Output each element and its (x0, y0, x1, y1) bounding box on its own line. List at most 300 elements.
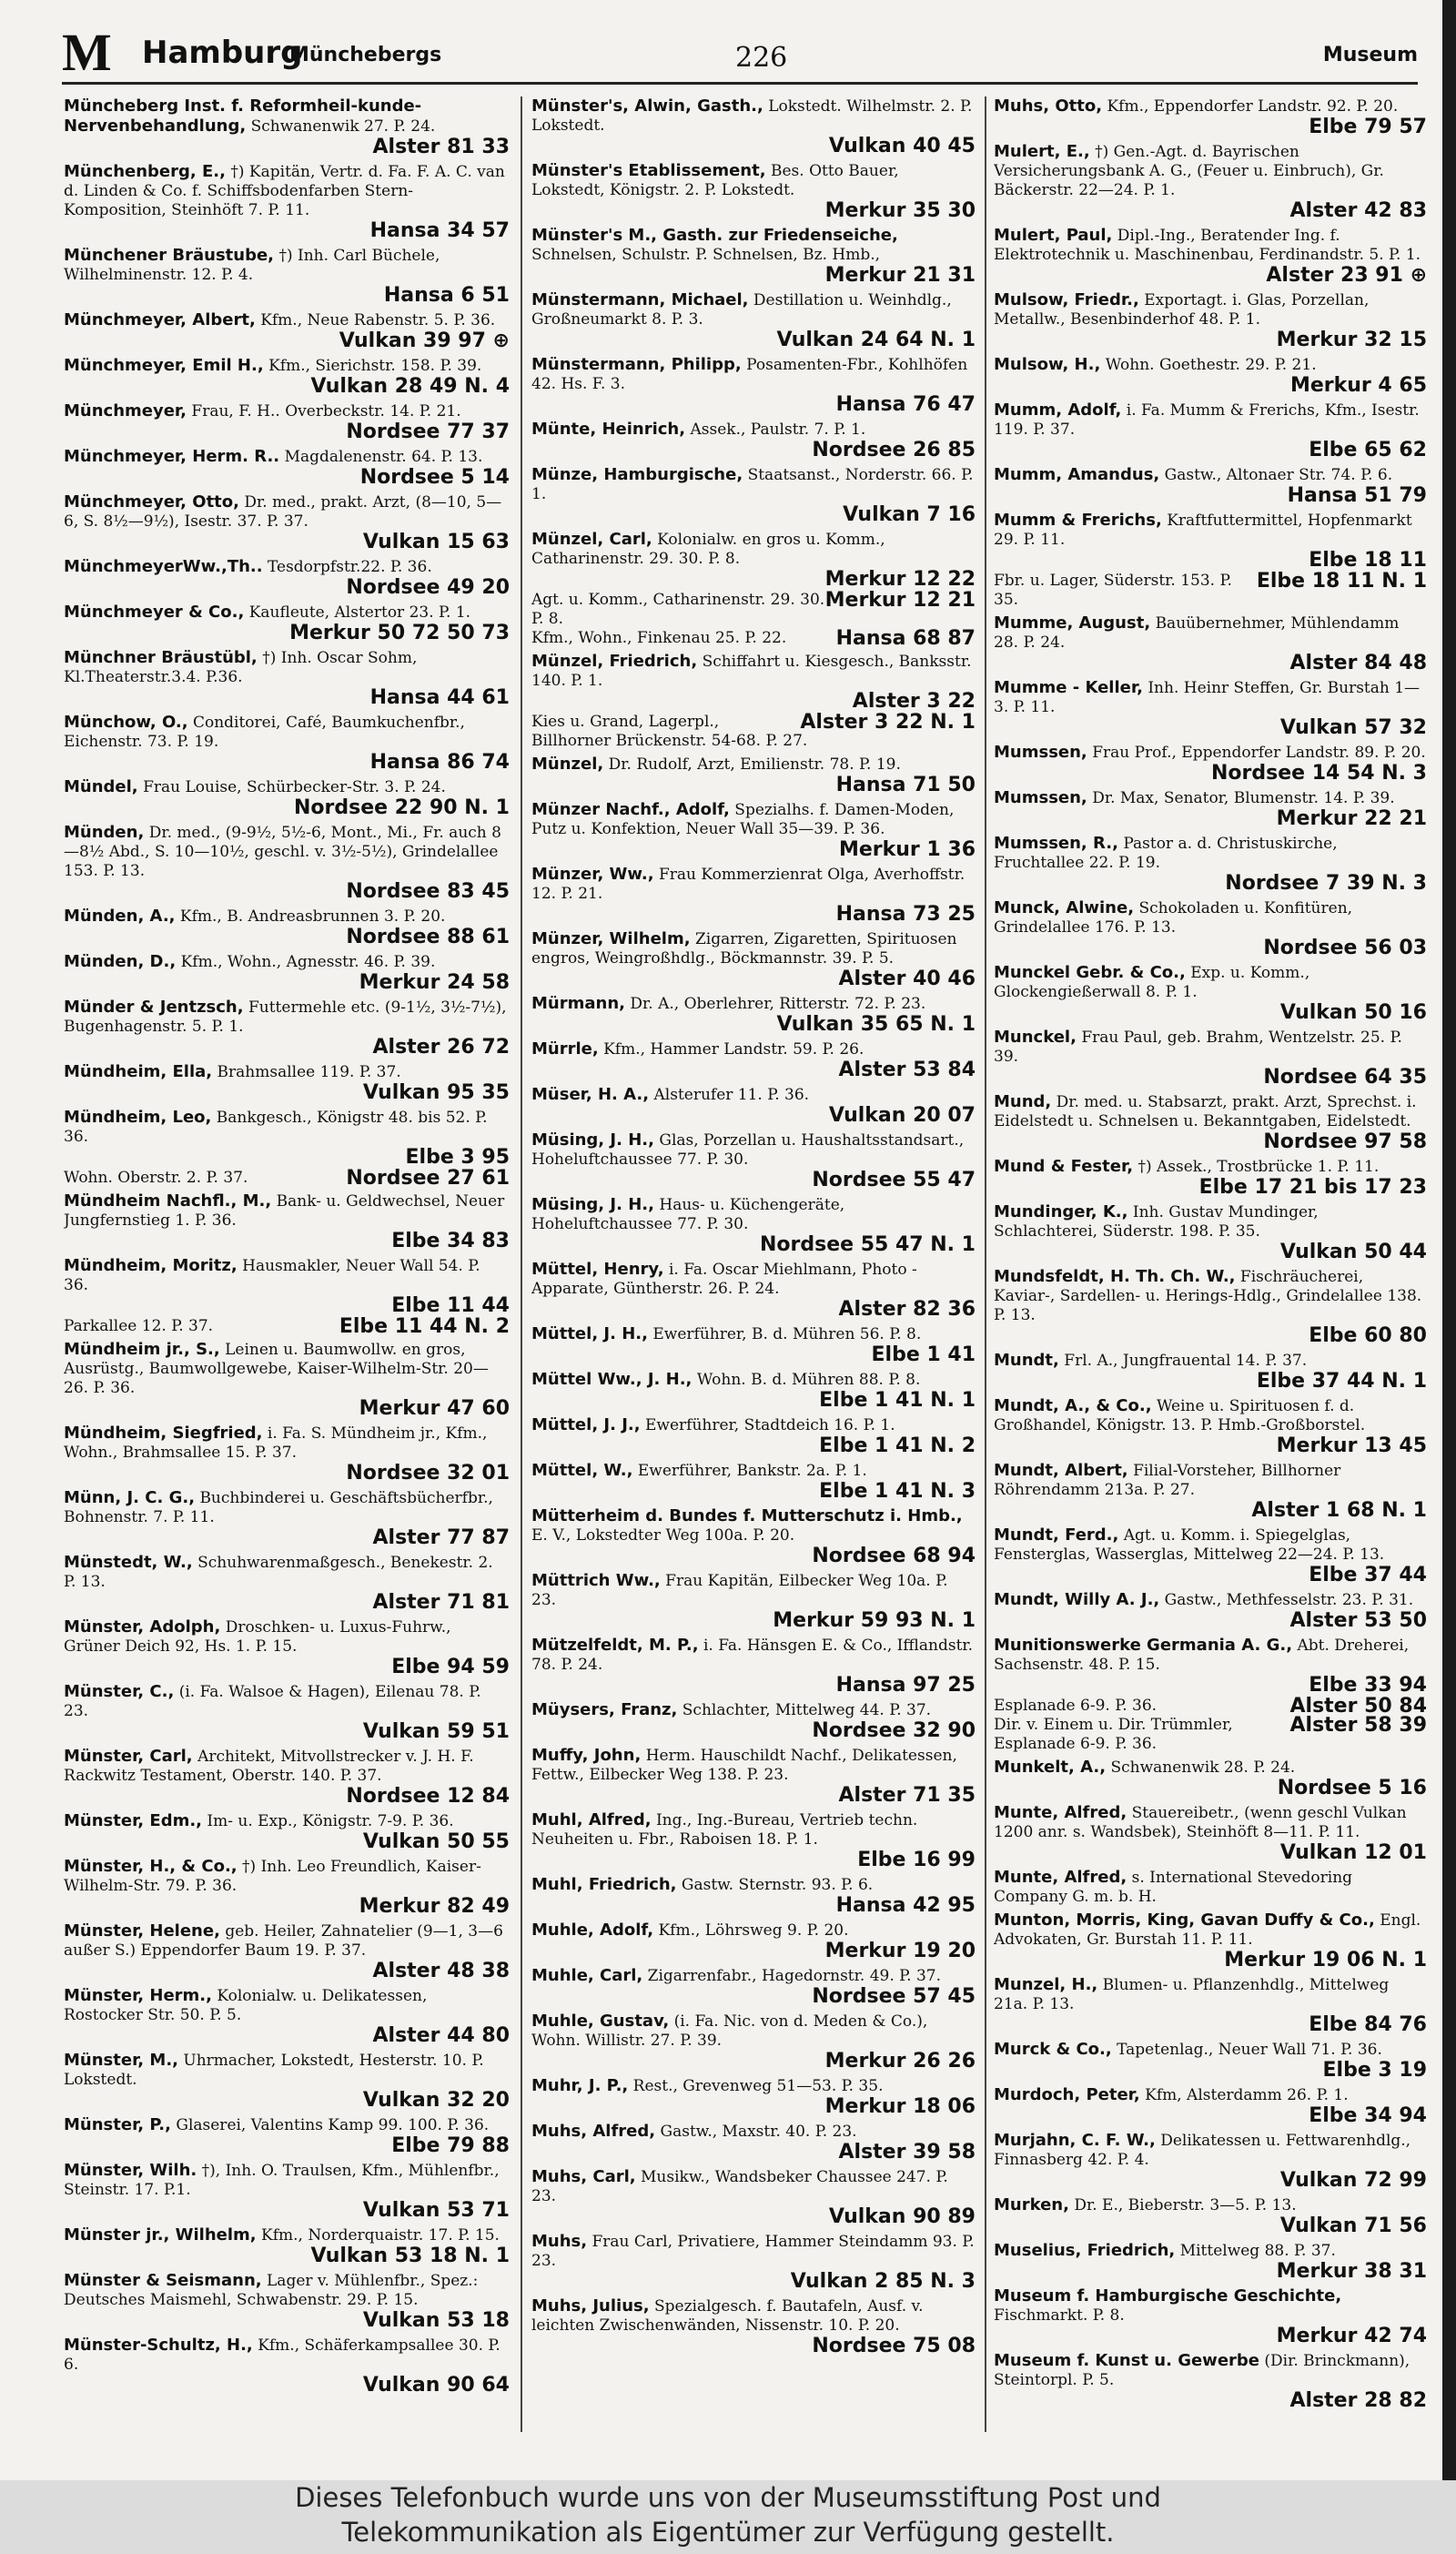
directory-entry (64, 1108, 510, 1188)
phone-number: Nordsee 14 54 N. 3 (1210, 762, 1427, 785)
phone-number: Nordsee 49 20 (346, 576, 510, 599)
phone-number: Nordsee 97 58 (1263, 1130, 1427, 1153)
entry-details: Gastw., Altonaer Str. 74. P. 6. (1164, 466, 1393, 484)
directory-entry (64, 162, 510, 242)
directory-entry (994, 400, 1427, 461)
entry-name: Mütterheim d. Bundes f. Mutterschutz i. Hmb., (531, 1506, 963, 1525)
entry-name: Muhl, Friedrich, (531, 1875, 677, 1894)
entry-name: Münster, C., (64, 1682, 175, 1701)
phone-number: Vulkan 90 64 (362, 2374, 510, 2397)
entry-details: Haus- u. Küchengeräte, Hoheluftchaussee 77. P. 30. (531, 1196, 845, 1233)
entry-details: Gastw., Methfesselstr. 23. P. 31. (1164, 1591, 1414, 1609)
entry-text-block (531, 1921, 976, 1941)
entry-text-block (994, 678, 1427, 717)
phone-number: Alster 71 81 (372, 1591, 510, 1614)
entry-text-block (994, 1590, 1427, 1610)
additional-phone-number: Alster 3 22 N. 1 (800, 711, 976, 734)
entry-text-block (994, 1267, 1427, 1325)
entry-name: Mündel, (64, 777, 138, 796)
entry-details: Lokstedt. Wilhelmstr. 2. P. Lokstedt. (531, 97, 973, 135)
entry-text-block (531, 2012, 976, 2051)
phone-number: Nordsee 57 45 (812, 1985, 976, 2008)
entry-name: Mündheim, Siegfried, (64, 1424, 263, 1443)
entry-text-block (994, 400, 1427, 440)
entry-name: Münchmeyer, Albert, (64, 310, 256, 329)
additional-address: Wohn. Oberstr. 2. P. 37. (64, 1169, 248, 1187)
entry-name: Münzel, (531, 755, 604, 774)
entry-details: Tapetenlag., Neuer Wall 71. P. 36. (1117, 2041, 1382, 2059)
entry-name: Mürmann, (531, 994, 625, 1013)
directory-entry (994, 290, 1427, 351)
phone-number: Nordsee 75 08 (812, 2335, 976, 2357)
directory-entry (64, 1062, 510, 1104)
directory-entry (64, 713, 510, 774)
directory-entry (531, 161, 976, 222)
directory-entry (64, 1191, 510, 1252)
entry-name: Münchmeyer, Herm. R.. (64, 447, 280, 466)
directory-entry (531, 1966, 976, 2008)
entry-details: Kraftfuttermittel, Hopfenmarkt 29. P. 11. (994, 512, 1412, 549)
entry-name: Münster, H., & Co., (64, 1857, 238, 1876)
entry-name: MünchmeyerWw.,Th.. (64, 557, 263, 576)
phone-number: Elbe 94 59 (391, 1656, 510, 1678)
entry-details: Kfm., Neue Rabenstr. 5. P. 36. (260, 311, 496, 329)
phone-number: Alster 40 46 (838, 968, 976, 990)
entry-name: Mundt, Willy A. J., (994, 1590, 1160, 1609)
phone-number: Nordsee 56 03 (1263, 937, 1427, 959)
entry-name: Mündheim, Moritz, (64, 1256, 238, 1275)
directory-entry (994, 834, 1427, 895)
entry-text-block (64, 310, 510, 330)
entry-text-block (64, 1108, 510, 1147)
directory-entry (531, 1571, 976, 1632)
entry-name: Mund, (994, 1092, 1052, 1111)
directory-entry (64, 1256, 510, 1336)
directory-entry (531, 420, 976, 461)
directory-entry (64, 310, 510, 352)
entry-details: E. V., Lokstedter Weg 100a. P. 20. (531, 1526, 795, 1545)
directory-entry (64, 777, 510, 819)
directory-entry (531, 530, 976, 648)
directory-entry (994, 226, 1427, 287)
entry-name: Münzer Nachf., Adolf, (531, 800, 730, 819)
entry-name: Müser, H. A., (531, 1085, 650, 1104)
entry-additional-line (531, 629, 976, 648)
entry-additional-line (531, 591, 976, 629)
entry-name: Müttel, J. H., (531, 1324, 648, 1343)
entry-name: Mumssen, (994, 788, 1087, 807)
entry-text-block (531, 2076, 976, 2096)
entry-details: Blumen- u. Pflanzenhdlg., Mittelweg 21a. P. 13. (994, 1976, 1390, 2013)
entry-name: Mützelfeldt, M. P., (531, 1636, 699, 1655)
additional-address: Kfm., Wohn., Finkenau 25. P. 22. (531, 629, 787, 647)
additional-phone-number: Alster 58 39 (1289, 1714, 1427, 1737)
entry-text-block (994, 142, 1427, 200)
entry-text-block (531, 420, 976, 440)
directory-entry (64, 1340, 510, 1420)
entry-text-block (64, 1424, 510, 1463)
entry-text-block (994, 1461, 1427, 1500)
column-divider (985, 96, 986, 2432)
footer-note (0, 2480, 1456, 2554)
entry-text-block (994, 96, 1427, 117)
entry-text-block (531, 1130, 976, 1170)
phone-number: Vulkan 2 85 N. 3 (790, 2270, 976, 2293)
entry-details: Herm. Hauschildt Nachf., Delikatessen, Fettw., Eilbecker Weg 138. P. 23. (531, 1747, 957, 1784)
phone-number: Nordsee 32 01 (346, 1462, 510, 1485)
additional-address: Agt. u. Komm., Catharinenstr. 29. 30. P. 8. (531, 591, 825, 628)
phone-number: Elbe 60 80 (1309, 1324, 1427, 1347)
phone-number: Elbe 34 94 (1309, 2104, 1427, 2127)
phone-number: Merkur 32 15 (1276, 329, 1427, 351)
entry-text-block (531, 2167, 976, 2206)
directory-entry (994, 96, 1427, 138)
additional-address: Kies u. Grand, Lagerpl., Billhorner Brückenstr. 54-68. P. 27. (531, 713, 808, 750)
entry-additional-line (994, 1716, 1427, 1754)
phone-number: Merkur 26 26 (824, 2050, 976, 2073)
directory-entry (64, 1682, 510, 1743)
entry-details: i. Fa. S. Mündheim jr., Kfm., Wohn., Brahmsallee 15. P. 37. (64, 1424, 488, 1462)
phone-number: Merkur 47 60 (359, 1397, 510, 1420)
entry-details: Agt. u. Komm. i. Spiegelglas, Fensterglas, Wasserglas, Mittelweg 22—24. P. 13. (994, 1526, 1385, 1564)
entry-text-block (64, 1617, 510, 1657)
directory-entry (64, 2271, 510, 2332)
phone-number: Merkur 82 49 (359, 1895, 510, 1918)
entry-name: Mulsow, H., (994, 355, 1101, 374)
entry-text-block (64, 2161, 510, 2200)
phone-number: Nordsee 64 35 (1263, 1066, 1427, 1089)
phone-number: Merkur 24 58 (359, 971, 510, 994)
phone-number: Merkur 1 36 (838, 838, 976, 861)
additional-phone-number: Nordsee 27 61 (346, 1167, 510, 1190)
entry-name: Münze, Hamburgische, (531, 465, 743, 484)
directory-entry (64, 1747, 510, 1808)
entry-additional-line (64, 1169, 510, 1188)
entry-text-block (531, 929, 976, 968)
entry-text-block (64, 1191, 510, 1231)
directory-entry (994, 678, 1427, 739)
entry-name: Münzel, Friedrich, (531, 652, 698, 671)
entry-details: Filial-Vorsteher, Billhorner Röhrendamm 213a. P. 27. (994, 1462, 1341, 1499)
entry-details: (i. Fa. Walsoe & Hagen), Eilenau 78. P. 23. (64, 1683, 481, 1720)
directory-entry (64, 557, 510, 599)
directory-entry (531, 1636, 976, 1697)
entry-text-block (64, 713, 510, 752)
entry-details: Conditorei, Café, Baumkuchenfbr., Eichenstr. 73. P. 19. (64, 714, 465, 751)
entry-text-block (64, 356, 510, 376)
entry-name: Münstedt, W., (64, 1553, 193, 1572)
entry-text-block (531, 1571, 976, 1610)
directory-entry (994, 1351, 1427, 1393)
phone-number: Merkur 19 06 N. 1 (1224, 1949, 1427, 1971)
entry-text-block (531, 994, 976, 1014)
directory-entry (994, 613, 1427, 674)
entry-text-block (994, 2195, 1427, 2215)
entry-details: Kfm., Wohn., Agnesstr. 46. P. 39. (180, 953, 436, 971)
phone-number: Hansa 71 50 (835, 774, 976, 796)
entry-name: Munkelt, A., (994, 1758, 1107, 1777)
entry-details: Assek., Paulstr. 7. P. 1. (690, 421, 866, 439)
phone-number: Nordsee 12 84 (346, 1785, 510, 1808)
entry-name: Münster, Edm., (64, 1811, 203, 1830)
phone-number: Nordsee 55 47 (812, 1169, 976, 1191)
phone-number: Vulkan 90 89 (828, 2205, 976, 2228)
entry-text-block (64, 246, 510, 285)
entry-name: Mündheim, Ella, (64, 1062, 213, 1081)
entry-details: Dr. Max, Senator, Blumenstr. 14. P. 39. (1092, 789, 1395, 807)
entry-text-block (531, 290, 976, 329)
phone-number: Merkur 50 72 50 73 (289, 622, 510, 644)
entry-text-block (994, 2241, 1427, 2261)
directory-entry (531, 1039, 976, 1081)
entry-text-block (531, 800, 976, 839)
entry-details: Bauübernehmer, Mühlendamm 28. P. 24. (994, 614, 1400, 652)
entry-details: Architekt, Mitvollstrecker v. J. H. F. Rackwitz Testament, Oberstr. 140. P. 37. (64, 1748, 474, 1785)
entry-text-block (994, 1975, 1427, 2014)
entry-details: Schnelsen, Schulstr. P. Schnelsen, Bz. Hmb., (531, 246, 881, 264)
entry-text-block (994, 834, 1427, 873)
entry-name: Mumssen, R., (994, 834, 1118, 853)
phone-number: Merkur 18 06 (824, 2095, 976, 2118)
phone-number: Alster 23 91 ⊕ (1266, 264, 1427, 287)
header-rule (62, 82, 1418, 85)
entry-text-block (64, 823, 510, 881)
entry-text-block (531, 1039, 976, 1059)
entry-name: Muhs, Carl, (531, 2167, 636, 2186)
phone-number: Merkur 22 21 (1276, 807, 1427, 830)
phone-number: Vulkan 50 55 (362, 1830, 510, 1853)
entry-text-block (994, 1525, 1427, 1565)
entry-name: Mund & Fester, (994, 1157, 1134, 1176)
entry-details: Kfm., Norderquaistr. 17. P. 15. (261, 2226, 500, 2245)
entry-details: Kfm., Eppendorfer Landstr. 92. P. 20. (1107, 97, 1399, 116)
entry-details: Frl. A., Jungfrauental 14. P. 37. (1064, 1352, 1308, 1370)
phone-number: Elbe 11 44 (391, 1294, 510, 1317)
directory-entry (531, 865, 976, 926)
directory-entry (64, 2336, 510, 2397)
entry-text-block (994, 613, 1427, 653)
phone-number: Vulkan 59 51 (362, 1720, 510, 1743)
entry-name: Münster-Schultz, H., (64, 2336, 253, 2355)
entry-details: Weine u. Spirituosen f. d. Großhandel, Königstr. 13. P. Hmb.-Großborstel. (994, 1397, 1366, 1434)
entry-details: s. International Stevedoring Company G. m. b. H. (994, 1869, 1353, 1906)
directory-entry (64, 1617, 510, 1678)
city-name: Hamburg (142, 35, 303, 71)
phone-number: Alster 82 36 (838, 1298, 976, 1321)
phone-number: Hansa 34 57 (369, 219, 510, 242)
entry-details: Kaufleute, Alstertor 23. P. 1. (248, 603, 471, 622)
entry-text-block (531, 1506, 976, 1546)
entry-name: Mumm & Frerichs, (994, 511, 1162, 530)
directory-entry (531, 290, 976, 351)
entry-details: i. Fa. Hänsgen E. & Co., Ifflandstr. 78. P. 24. (531, 1637, 974, 1674)
entry-name: Mündheim Nachfl., M., (64, 1191, 272, 1211)
entry-name: Münstermann, Philipp, (531, 355, 742, 374)
entry-details: Frau Kommerzienrat Olga, Averhoffstr. 12. P. 21. (531, 866, 966, 903)
entry-text-block (531, 2296, 976, 2336)
entry-name: Münden, (64, 823, 145, 842)
phone-number: Merkur 59 93 N. 1 (773, 1609, 976, 1632)
entry-name: Münster, P., (64, 2115, 171, 2134)
entry-text-block (64, 1340, 510, 1398)
directory-entry (994, 1157, 1427, 1199)
phone-number: Hansa 76 47 (835, 393, 976, 416)
directory-entry (994, 465, 1427, 507)
directory-entry (64, 1986, 510, 2047)
phone-number: Merkur 38 31 (1276, 2260, 1427, 2283)
directory-entry (531, 2167, 976, 2228)
directory-entry (531, 1875, 976, 1917)
phone-number: Vulkan 28 49 N. 4 (310, 375, 510, 398)
entry-text-block (994, 1758, 1427, 1778)
additional-phone-number: Elbe 18 11 N. 1 (1256, 570, 1427, 593)
entry-name: Munzel, H., (994, 1975, 1098, 1994)
directory-entry (64, 1921, 510, 1982)
phone-number: Elbe 79 88 (391, 2134, 510, 2157)
entry-details: Stauereibetr., (wenn geschl Vulkan 1200 anr. s. Wandsbek), Steinhöft 8—11. P. 11. (994, 1804, 1407, 1841)
entry-details: Engl. Advokaten, Gr. Burstah 11. P. 11. (994, 1911, 1421, 1949)
entry-details: †) Kapitän, Vertr. d. Fa. F. A. C. van d. Linden & Co. f. Schiffsbodenfarben Stern-Komposition, Steinhöft 7. P. 11. (64, 163, 505, 219)
entry-details: Frau Kapitän, Eilbecker Weg 10a. P. 23. (531, 1572, 948, 1609)
entry-details: Dr. med. u. Stabsarzt, prakt. Arzt, Sprechst. i. Eidelstedt u. Schnelsen u. Bekanntgaben, Eidelstedt. (994, 1093, 1417, 1130)
entry-text-block (994, 511, 1427, 550)
entry-details: Inh. Gustav Mundinger, Schlachterei, Süderstr. 198. P. 35. (994, 1203, 1319, 1241)
entry-name: Münte, Heinrich, (531, 420, 686, 439)
entry-text-block (64, 96, 510, 137)
directory-entry (531, 1700, 976, 1742)
additional-address: Parkallee 12. P. 37. (64, 1317, 214, 1335)
entry-details: Spezialgesch. f. Bautafeln, Ausf. v. leichten Zwischenwänden, Nissenstr. 10. P. 20. (531, 2297, 924, 2335)
entry-details: Staatsanst., Norderstr. 66. P. 1. (531, 466, 974, 503)
directory-entry (64, 356, 510, 398)
phone-number: Hansa 51 79 (1287, 484, 1427, 507)
entry-details: Frau Carl, Privatiere, Hammer Steindamm 93. P. 23. (531, 2233, 975, 2270)
entry-details: Spezialhs. f. Damen-Moden, Putz u. Konfektion, Neuer Wall 35—39. P. 36. (531, 801, 955, 838)
entry-text-block (64, 648, 510, 687)
entry-details: Gastw., Maxstr. 40. P. 23. (660, 2123, 857, 2141)
column-2 (531, 96, 976, 2432)
phone-number: Vulkan 50 16 (1279, 1001, 1427, 1024)
phone-number: Nordsee 83 45 (346, 880, 510, 903)
additional-phone-number: Elbe 11 44 N. 2 (339, 1315, 510, 1338)
entry-name: Münster's Etablissement, (531, 161, 766, 180)
entry-details: Rest., Grevenweg 51—53. P. 35. (632, 2077, 884, 2095)
entry-text-block (994, 1636, 1427, 1675)
entry-details: (Dir. Brinckmann), Steintorpl. P. 5. (994, 2352, 1410, 2389)
directory-entry (531, 1370, 976, 1412)
entry-name: Munton, Morris, King, Gavan Duffy & Co., (994, 1910, 1375, 1930)
entry-name: Mündheim jr., S., (64, 1340, 220, 1359)
entry-details: Ewerführer, Stadtdeich 16. P. 1. (645, 1416, 895, 1434)
entry-text-block (531, 2122, 976, 2142)
entry-name: Müttel Ww., J. H., (531, 1370, 693, 1389)
entry-details: Gastw. Sternstr. 93. P. 6. (681, 1876, 874, 1894)
entry-details: Wohn. Goethestr. 29. P. 21. (1105, 356, 1317, 374)
directory-entry (64, 2051, 510, 2112)
entry-text-block (64, 1553, 510, 1592)
entry-details: Schuhwarenmaßgesch., Benekestr. 2. P. 13. (64, 1554, 493, 1591)
phone-number: Vulkan 53 71 (362, 2199, 510, 2222)
directory-entry (994, 1525, 1427, 1586)
entry-text-block (64, 2225, 510, 2245)
entry-name: Münzel, Carl, (531, 530, 652, 549)
entry-name: Münster's, Alwin, Gasth., (531, 96, 763, 116)
phone-number: Vulkan 57 32 (1279, 716, 1427, 739)
entry-details: Wohn. B. d. Mühren 88. P. 8. (696, 1371, 921, 1389)
entry-details: Uhrmacher, Lokstedt, Hesterstr. 10. P. Lokstedt. (64, 2052, 484, 2089)
page-number: 226 (735, 42, 788, 74)
section-letter: M (62, 23, 112, 82)
entry-text-block (64, 1747, 510, 1786)
phone-number: Merkur 13 45 (1276, 1434, 1427, 1457)
entry-details: Ing., Ing.-Bureau, Vertrieb techn. Neuheiten u. Fbr., Raboisen 18. P. 1. (531, 1811, 918, 1849)
entry-name: Mumm, Amandus, (994, 465, 1160, 484)
entry-text-block (994, 1803, 1427, 1842)
phone-number: Hansa 6 51 (383, 284, 510, 307)
phone-number: Vulkan 12 01 (1279, 1841, 1427, 1864)
entry-name: Müttel, Henry, (531, 1260, 664, 1279)
entry-text-block (994, 2131, 1427, 2170)
entry-details: Zigarren, Zigaretten, Spirituosen engros, Weingroßhdlg., Böckmannstr. 39. P. 5. (531, 930, 957, 968)
entry-text-block (531, 465, 976, 504)
entry-name: Münden, D., (64, 952, 177, 971)
entry-text-block (64, 1921, 510, 1961)
directory-entry (64, 998, 510, 1059)
entry-name: Mulert, Paul, (994, 226, 1113, 245)
directory-entry (64, 2115, 510, 2157)
phone-number: Alster 81 33 (372, 136, 510, 158)
entry-name: Murjahn, C. F. W., (994, 2131, 1156, 2150)
entry-details: Kfm., Löhrsweg 9. P. 20. (658, 1921, 849, 1940)
phone-number: Merkur 35 30 (824, 199, 976, 222)
entry-text-block (64, 2051, 510, 2090)
directory-entry (531, 1130, 976, 1191)
entry-details: Ewerführer, Bankstr. 2a. P. 1. (637, 1462, 867, 1480)
entry-details: Leinen u. Baumwollw. en gros, Ausrüstg., Baumwollgewebe, Kaiser-Wilhelm-Str. 20—26. P. 36. (64, 1341, 489, 1397)
directory-entry (531, 1746, 976, 1807)
entry-details: Frau Prof., Eppendorfer Landstr. 89. P. 20. (1092, 744, 1426, 762)
directory-entry (531, 1461, 976, 1503)
entry-text-block (531, 865, 976, 904)
directory-entry (994, 743, 1427, 785)
phone-number: Vulkan 32 20 (362, 2089, 510, 2112)
directory-entry (531, 800, 976, 861)
directory-entry (994, 788, 1427, 830)
entry-name: Munckel, (994, 1028, 1077, 1047)
directory-entry (994, 1461, 1427, 1522)
phone-number: Elbe 79 57 (1309, 116, 1427, 138)
entry-name: Münchmeyer, Otto, (64, 492, 239, 512)
entry-text-block (994, 1092, 1427, 1131)
footer-line-2: Telekommunikation als Eigentümer zur Verfügung gestellt. (341, 2517, 1115, 2548)
entry-details: Schiffahrt u. Kiesgesch., Banksstr. 140. P. 1. (531, 653, 972, 690)
entry-details: Kolonialw. en gros u. Komm., Catharinenstr. 29. 30. P. 8. (531, 531, 885, 568)
phone-number: Nordsee 22 90 N. 1 (293, 796, 510, 819)
directory-entry (531, 1085, 976, 1127)
phone-number: Vulkan 39 97 ⊕ (339, 329, 510, 352)
entry-details: Dr. med., (9-9½, 5½-6, Mont., Mi., Fr. auch 8—8½ Abd., S. 10—10½, geschl. v. 3½-5½), Grindelallee 153. P. 13. (64, 824, 501, 880)
directory-entry (994, 2131, 1427, 2192)
phone-number: Alster 1 68 N. 1 (1251, 1499, 1427, 1522)
entry-details: Pastor a. d. Christuskirche, Fruchtallee 22. P. 19. (994, 835, 1338, 872)
entry-name: Müsing, J. H., (531, 1130, 654, 1150)
entry-text-block (994, 1202, 1427, 1242)
entry-details: Buchbinderei u. Geschäftsbücherfbr., Bohnenstr. 7. P. 11. (64, 1489, 493, 1526)
directory-entry (531, 1260, 976, 1321)
entry-text-block (994, 226, 1427, 265)
entry-text-block (994, 290, 1427, 329)
additional-phone-number: Merkur 12 21 (824, 589, 976, 612)
